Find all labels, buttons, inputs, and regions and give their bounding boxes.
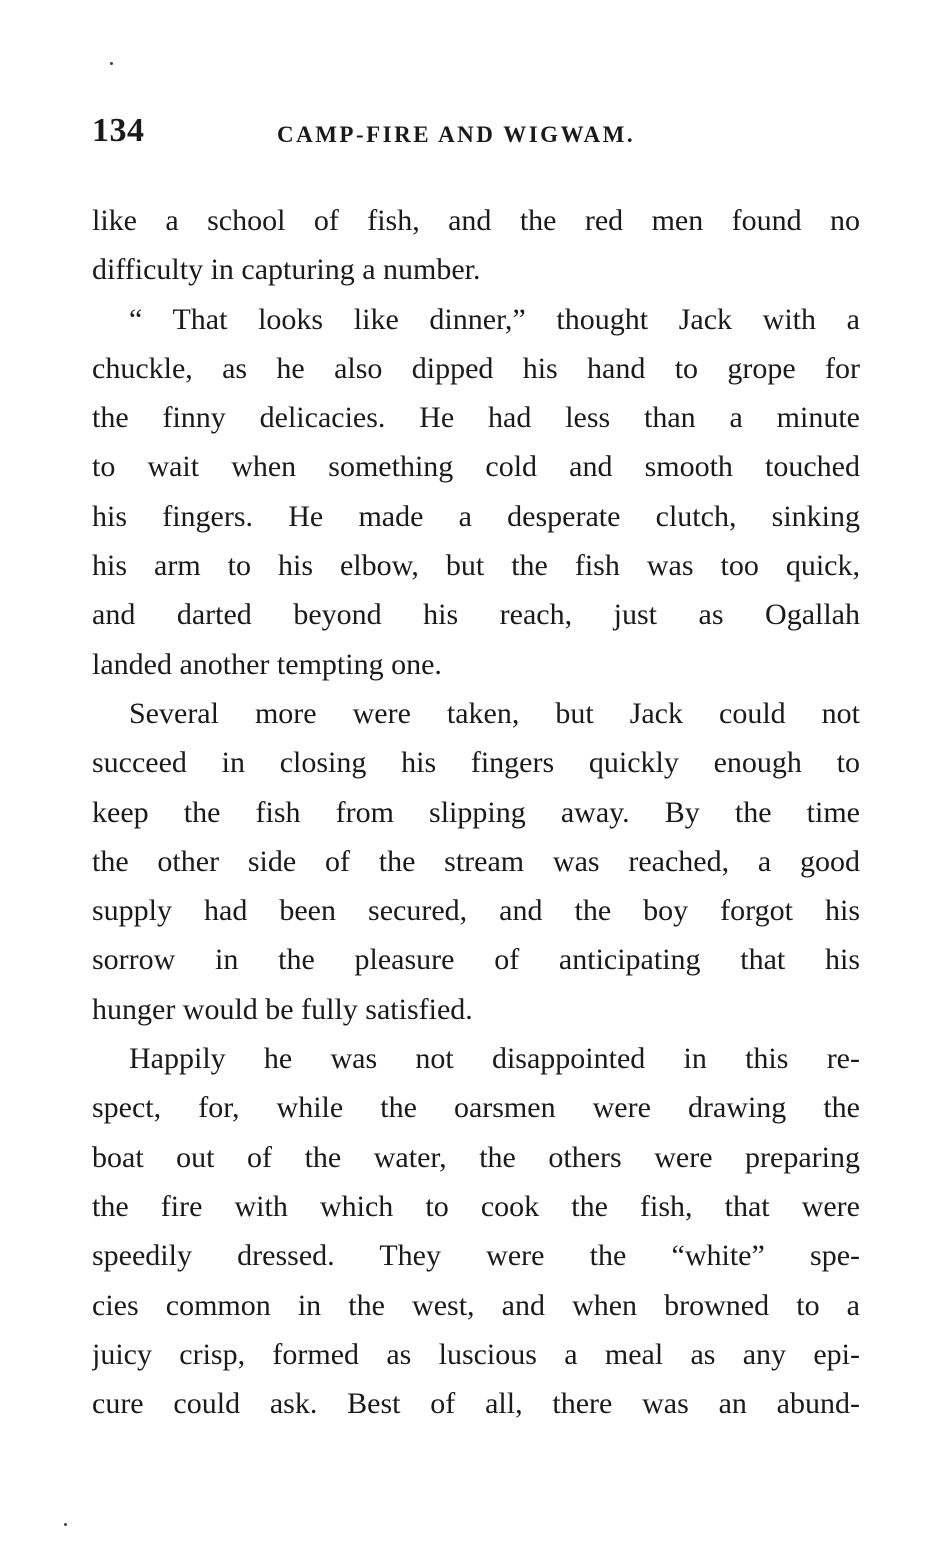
- text-line: landed another tempting one.: [92, 647, 442, 681]
- text-line: speedily dressed. They were the “white” spe-: [92, 1239, 860, 1273]
- text-line: difficulty in capturing a number.: [92, 253, 481, 287]
- text-line: juicy crisp, formed as luscious a meal as any epi-: [92, 1337, 860, 1371]
- text-line: the finny delicacies. He had less than a minute: [92, 401, 860, 435]
- text-line: cure could ask. Best of all, there was an abund-: [92, 1387, 860, 1421]
- text-line: Happily he was not disappointed in this re-: [129, 1042, 860, 1076]
- text-line: his fingers. He made a desperate clutch, sinking: [92, 499, 860, 533]
- text-line: spect, for, while the oarsmen were drawing the: [92, 1091, 860, 1125]
- text-line: keep the fish from slipping away. By the time: [92, 795, 860, 829]
- ink-speck: [110, 62, 113, 65]
- text-line: cies common in the west, and when browned to a: [92, 1288, 860, 1322]
- body-text: [92, 196, 860, 1428]
- text-line: hunger would be fully satisfied.: [92, 992, 473, 1026]
- text-line: and darted beyond his reach, just as Ogallah: [92, 598, 860, 632]
- text-line: to wait when something cold and smooth touched: [92, 450, 860, 484]
- text-line: boat out of the water, the others were preparing: [92, 1140, 860, 1174]
- text-line: “ That looks like dinner,” thought Jack with a: [129, 302, 860, 336]
- text-line: like a school of fish, and the red men found no: [92, 204, 860, 237]
- text-line: his arm to his elbow, but the fish was too quick,: [92, 549, 860, 583]
- text-line: chuckle, as he also dipped his hand to grope for: [92, 351, 860, 385]
- page-header: [92, 112, 862, 162]
- text-line: supply had been secured, and the boy forgot his: [92, 894, 860, 928]
- text-line: Several more were taken, but Jack could not: [129, 696, 860, 730]
- text-line: the fire with which to cook the fish, that were: [92, 1189, 860, 1223]
- text-line: succeed in closing his fingers quickly enough to: [92, 746, 860, 780]
- text-line: sorrow in the pleasure of anticipating that his: [92, 943, 860, 977]
- page-number: 134: [92, 112, 145, 149]
- running-title: CAMP-FIRE AND WIGWAM.: [277, 122, 636, 147]
- text-line: the other side of the stream was reached, a good: [92, 844, 860, 878]
- ink-speck: [64, 1523, 67, 1526]
